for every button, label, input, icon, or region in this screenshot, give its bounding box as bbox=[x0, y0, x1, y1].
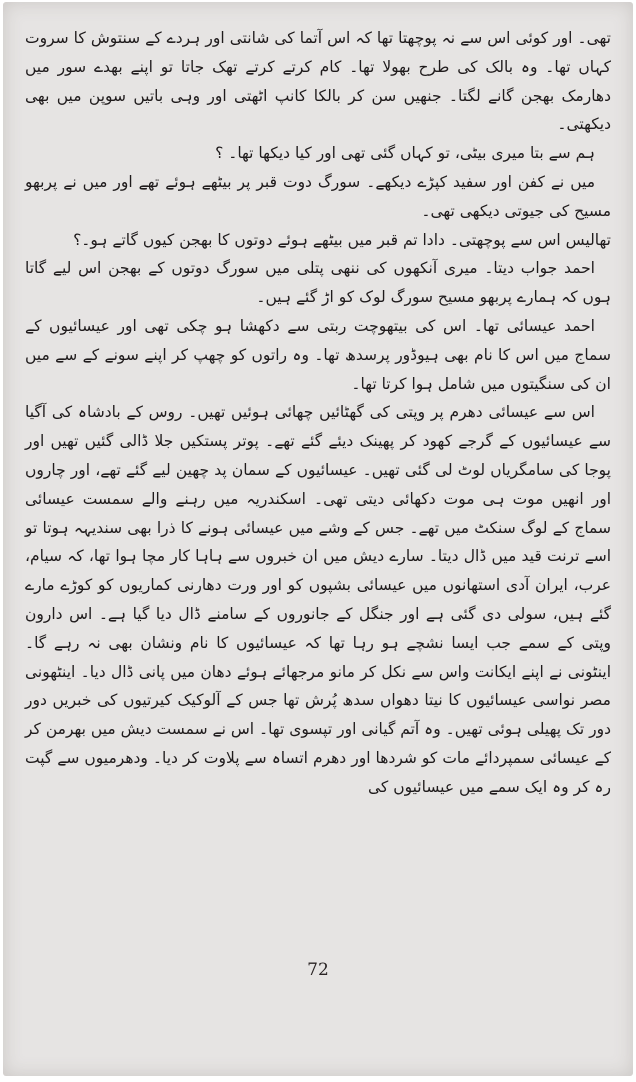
paragraph: تھالیس اس سے پوچھتی۔ دادا تم قبر میں بیٹھے ہوئے دوتوں کا بھجن کیوں گاتے ہو۔؟ bbox=[73, 230, 611, 249]
book-page bbox=[3, 2, 633, 1076]
paragraph: ہم سے بتا میری بیٹی، تو کہاں گئی تھی اور کیا دیکھا تھا۔ ؟ bbox=[215, 144, 595, 163]
paragraph: میں نے کفن اور سفید کپڑے دیکھے۔ سورگ دوت قبر پر بیٹھے ہوئے تھے اور میں نے پربھو مسیح کی جیوتی دیکھی تھی۔ bbox=[25, 172, 611, 220]
paragraph: اس سے عیسائی دھرم پر وپتی کی گھٹائیں چھائی ہوئیں تھیں۔ روس کے بادشاہ کی آگیا سے عیسائیوں کے گرجے کھود کر پھینک دیئے گئے تھے۔ پوتر پستکیں جلا ڈالی گئیں تھیں اور پوجا کی سامگریاں لوٹ لی گئی تھیں۔ عیسائیوں کے سمان پد چھین لیے گئے تھے، اور چاروں اور انھیں موت ہی موت دکھائی دیتی تھی۔ اسکندریہ میں رہنے والے سمست عیسائی سماج کے لوگ سنکٹ میں تھے۔ جس کے وشے میں عیسائی ہونے کا ذرا بھی سندیہہ ہوتا تو اسے ترنت قید میں ڈال دیتا۔ سارے دیش میں ان خبروں سے ہاہا کار مچا ہوا تھا، کہ سیام، عرب، ایران آدی استھانوں میں عیسائی بشپوں کو اور ورت دھارنی کماریوں کو کوڑے مارے گئے ہیں، سولی دی گئی ہے اور جنگل کے جانوروں کے سامنے ڈال دیا گیا ہے۔ اس دارون وپتی کے سمے جب ایسا نشچے ہو رہا تھا کہ عیسائیوں کا نام ونشان بھی نہ رہے گا۔ اینٹونی نے اپنے ایکانت واس سے نکل کر مانو مرجھائے ہوئے دھان میں پانی ڈال دیا۔ اینٹھونی مصر نواسی عیسائیوں کا نیتا دھواں سدھ پُرش تھا جس کے آلوکیک کیرتیوں کی خبریں دور دور تک پھیلی ہوئی تھیں۔ وہ آتم گیانی اور تپسوی تھا۔ اس نے سمست دیش میں بھرمن کر کے عیسائی سمپردائے مات کو شردھا اور دھرم اتساہ سے پلاوت کر دیا۔ ودھرمیوں سے گپت رہ کر وہ ایک سمے میں عیسائیوں کی bbox=[25, 403, 611, 796]
paragraph: احمد عیسائی تھا۔ اس کی بیتھوچت ربتی سے دکھشا ہو چکی تھی اور عیسائیوں کے سماج میں اس کا نام بھی ہیوڈور پرسدھ تھا۔ وہ راتوں کو چھپ کر اپنے سونے کے سے میں ان کی سنگیتوں میں شامل ہوا کرتا تھا۔ bbox=[25, 316, 611, 393]
paragraph: تھی۔ اور کوئی اس سے نہ پوچھتا تھا کہ اس آتما کی شانتی اور ہردے کے سنتوش کا سروت کہاں تھا۔ وہ بالک کی طرح بھولا تھا۔ کام کرتے کرتے تھک جاتا تو اپنے بھدے سور میں دھارمک بھجن گانے لگتا۔ جنھیں سن کر بالکا کانپ اٹھتی اور وہی باتیں سوپن میں بھی دیکھتی۔ bbox=[25, 29, 611, 134]
paragraph: احمد جواب دیتا۔ میری آنکھوں کی ننھی پتلی میں سورگ دوتوں کے بھجن اس لیے گاتا ہوں کہ ہمارے پربھو مسیح سورگ لوک کو اڑ گئے ہیں۔ bbox=[25, 259, 611, 307]
page-number: 72 bbox=[307, 960, 329, 980]
page-body-text bbox=[25, 24, 611, 802]
